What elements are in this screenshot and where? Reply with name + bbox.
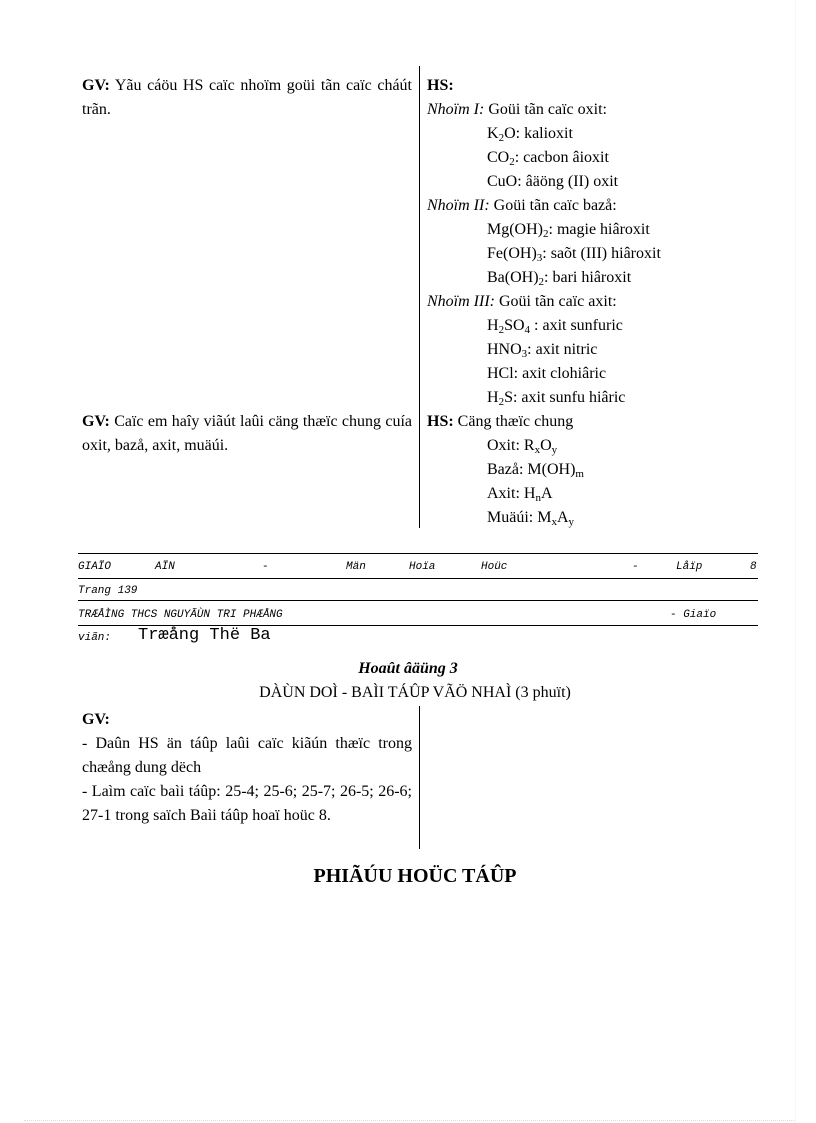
column-divider-bottom	[419, 706, 420, 849]
list-item: $H_2S$: axit sunfu hiâric	[487, 389, 626, 408]
group-3-text: Goüi tãn caïc axit:	[494, 293, 617, 310]
activity-line-1: - Daûn HS än táûp laûi caïc kiãún thæïc trong chæång dung dëch	[82, 735, 412, 776]
activity-line-2: - Laìm caïc baìi táûp: 25-4; 25-6; 25-7; 26-5; 26-6; 27-1 trong saïch Baìi táûp hoaï hoüc 8.	[82, 783, 412, 824]
group-3-heading	[427, 290, 757, 314]
list-item: $Mg(OH)_2$: magie hiâroxit	[487, 221, 650, 240]
hs-label-2: HS:	[427, 413, 454, 430]
list-item: $K_2O$: kalioxit	[487, 125, 573, 144]
list-item: $CO_2$: cacbon âioxit	[487, 149, 609, 168]
list-item: $Ba(OH)_2$: bari hiâroxit	[487, 269, 632, 288]
worksheet-heading: PHIÃÚU HOÜC TÁÛP	[313, 865, 517, 887]
activity-subtitle: DÀÙN DOÌ - BAÌI TÁÛP VÃÖ NHAÌ (3 phuït)	[259, 684, 571, 701]
footer-row-3-right: - Giaïo	[670, 609, 717, 621]
gv-text-2: Caïc em haîy viãút laûi cäng thæïc chung cuía oxit, bazå, axit, muäúi.	[82, 413, 412, 454]
hs-formula-text: Cäng thæïc chung	[453, 413, 574, 430]
page-right-rule	[795, 0, 796, 1123]
hs-answers	[427, 74, 757, 530]
footer-row-1: GIAÏO AÏN - Män Hoïa Hoüc - Låïp 8	[78, 561, 757, 573]
list-item: HCl: axit clohiâric	[487, 365, 607, 382]
footer-rule-3	[78, 600, 758, 601]
activity-title: Hoaût âäüng 3	[358, 660, 458, 677]
activity-left-column	[82, 708, 412, 828]
footer-row-3-left: TRÆÅÌNG THCS NGUYÃÙN TRI PHÆÅNG	[78, 609, 283, 621]
activity-gv-label: GV:	[82, 711, 110, 728]
list-item: $H_2SO_4$ : axit sunfuric	[487, 317, 623, 336]
page-bottom-rule	[24, 1120, 794, 1121]
gv-instruction-2	[82, 410, 412, 458]
group-1-label: Nhoïm I:	[427, 101, 485, 118]
formula-item: Oxit: $R_xO_y$	[487, 437, 558, 456]
footer-rule-2	[78, 578, 758, 579]
formula-item: Axit: $H_nA$	[487, 485, 553, 504]
gv-instruction-1	[82, 74, 412, 122]
gv-label-2: GV:	[82, 413, 110, 430]
footer-row-2: Trang 139	[78, 585, 138, 597]
list-item: $HNO_3$: axit nitric	[487, 341, 598, 360]
group-3-label: Nhoïm III:	[427, 293, 495, 310]
group-2-heading	[427, 194, 757, 218]
teacher-name: Træång Thë Ba	[138, 626, 271, 645]
footer-rule-1	[78, 553, 758, 554]
footer-row-4-label: viãn:	[78, 632, 112, 644]
formula-item: Bazå: $M(OH)_m$	[487, 461, 584, 480]
formula-item: Muäúi: $M_xA_y$	[487, 509, 575, 528]
group-2-text: Goüi tãn caïc bazå:	[489, 197, 617, 214]
hs-formula-heading	[427, 410, 757, 434]
group-1-heading	[427, 98, 757, 122]
list-item: $Fe(OH)_3$: saõt (III) hiâroxit	[487, 245, 661, 264]
gv-text: Yãu cáöu HS caïc nhoïm goüi tãn caïc cháút trãn.	[82, 77, 412, 118]
column-divider-top	[419, 66, 420, 528]
gv-label: GV:	[82, 77, 110, 94]
group-2-label: Nhoïm II:	[427, 197, 490, 214]
hs-label: HS:	[427, 77, 454, 94]
group-1-text: Goüi tãn caïc oxit:	[484, 101, 607, 118]
list-item: CuO: âäöng (II) oxit	[487, 173, 619, 190]
